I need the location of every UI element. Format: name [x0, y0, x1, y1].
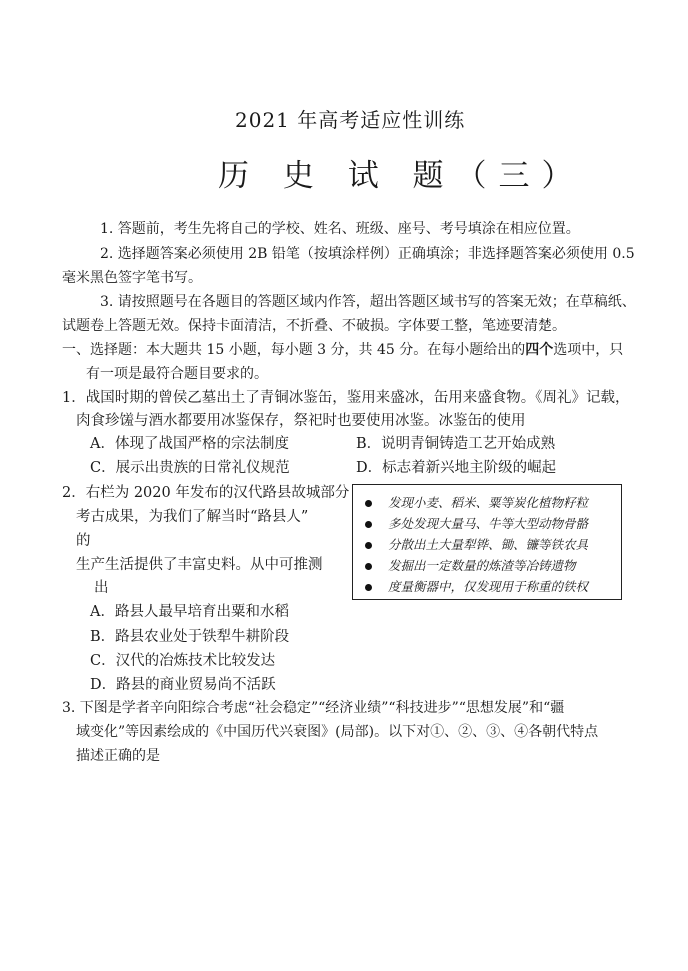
instruction-line: 毫米黑色签字笔书写。 [62, 270, 202, 286]
question-text: 生产生活提供了丰富史料。从中可推测 [76, 557, 323, 573]
findings-text: 多处发现大量马、牛等大型动物骨骼 [388, 516, 589, 531]
section-heading-emphasis: 四个 [525, 342, 554, 358]
option-b: B．路县农业处于铁犁牛耕阶段 [90, 629, 290, 645]
question-text: 域变化”等因素绘成的《中国历代兴衰图》(局部)。以下对①、②、③、④各朝代特点 [76, 724, 599, 740]
archaeology-findings-box [352, 484, 622, 600]
section-heading [62, 339, 623, 359]
findings-item [365, 493, 588, 511]
question-text: 出 [94, 580, 109, 596]
findings-text: 度量衡器中，仅发现用于称重的铁权 [388, 579, 589, 594]
instruction-line: 1. 答题前，考生先将自己的学校、姓名、班级、座号、考号填涂在相应位置。 [100, 221, 580, 237]
bullet-icon [365, 542, 372, 549]
findings-item [365, 535, 588, 553]
bullet-icon [365, 563, 372, 570]
findings-text: 发现小麦、稻米、粟等炭化植物籽粒 [388, 495, 589, 510]
findings-text: 分散出土大量犁铧、锄、镰等铁农具 [388, 537, 589, 552]
exam-subtitle: 2021 年高考适应性训练 [235, 108, 466, 132]
option-b: B．说明青铜铸造工艺开始成熟 [356, 436, 556, 452]
option-d: D．路县的商业贸易尚不活跃 [90, 677, 276, 693]
question-text: 描述正确的是 [76, 748, 160, 764]
question-text: 肉食珍馐与酒水都要用冰鉴保存，祭祀时也要使用冰鉴。冰鉴缶的使用 [76, 413, 526, 429]
findings-text: 发掘出一定数量的炼渣等冶铸遗物 [388, 558, 576, 573]
bullet-icon [365, 584, 372, 591]
section-heading-text: 一、选择题：本大题共 15 小题，每小题 3 分，共 45 分。在每小题给出的 [62, 342, 526, 358]
question-text: 2．右栏为 2020 年发布的汉代路县故城部分 [62, 485, 350, 501]
question-text: 考古成果，为我们了解当时“路县人” [76, 509, 309, 525]
exam-title: 历 史 试 题（三） [218, 158, 585, 194]
question-text: 3. 下图是学者辛向阳综合考虑“社会稳定”“经济业绩”“科技进步”“思想发展”和“疆 [62, 700, 565, 716]
instruction-line: 2. 选择题答案必须使用 2B 铅笔（按填涂样例）正确填涂；非选择题答案必须使用 0.5 [100, 246, 635, 262]
option-c: C．展示出贵族的日常礼仪规范 [90, 460, 290, 476]
question-text: 的 [76, 533, 91, 549]
findings-item [365, 556, 576, 574]
question-text: 1．战国时期的曾侯乙墓出土了青铜冰鉴缶，鉴用来盛冰，缶用来盛食物。《周礼》记载， [62, 390, 630, 406]
option-a: A．体现了战国严格的宗法制度 [90, 436, 289, 452]
option-d: D．标志着新兴地主阶级的崛起 [356, 460, 557, 476]
instruction-line: 3. 请按照题号在各题目的答题区域内作答，超出答题区域书写的答案无效；在草稿纸、 [100, 294, 636, 310]
findings-item [365, 577, 588, 595]
option-c: C．汉代的冶炼技术比较发达 [90, 653, 276, 669]
instruction-line: 试题卷上答题无效。保持卡面清洁，不折叠、不破损。字体要工整，笔迹要清楚。 [62, 318, 566, 334]
section-heading-line2: 有一项是最符合题目要求的。 [86, 366, 268, 382]
findings-item [365, 514, 588, 532]
bullet-icon [365, 521, 372, 528]
bullet-icon [365, 500, 372, 507]
section-heading-text: 选项中，只 [553, 342, 624, 358]
option-a: A．路县人最早培育出粟和水稻 [90, 604, 289, 620]
